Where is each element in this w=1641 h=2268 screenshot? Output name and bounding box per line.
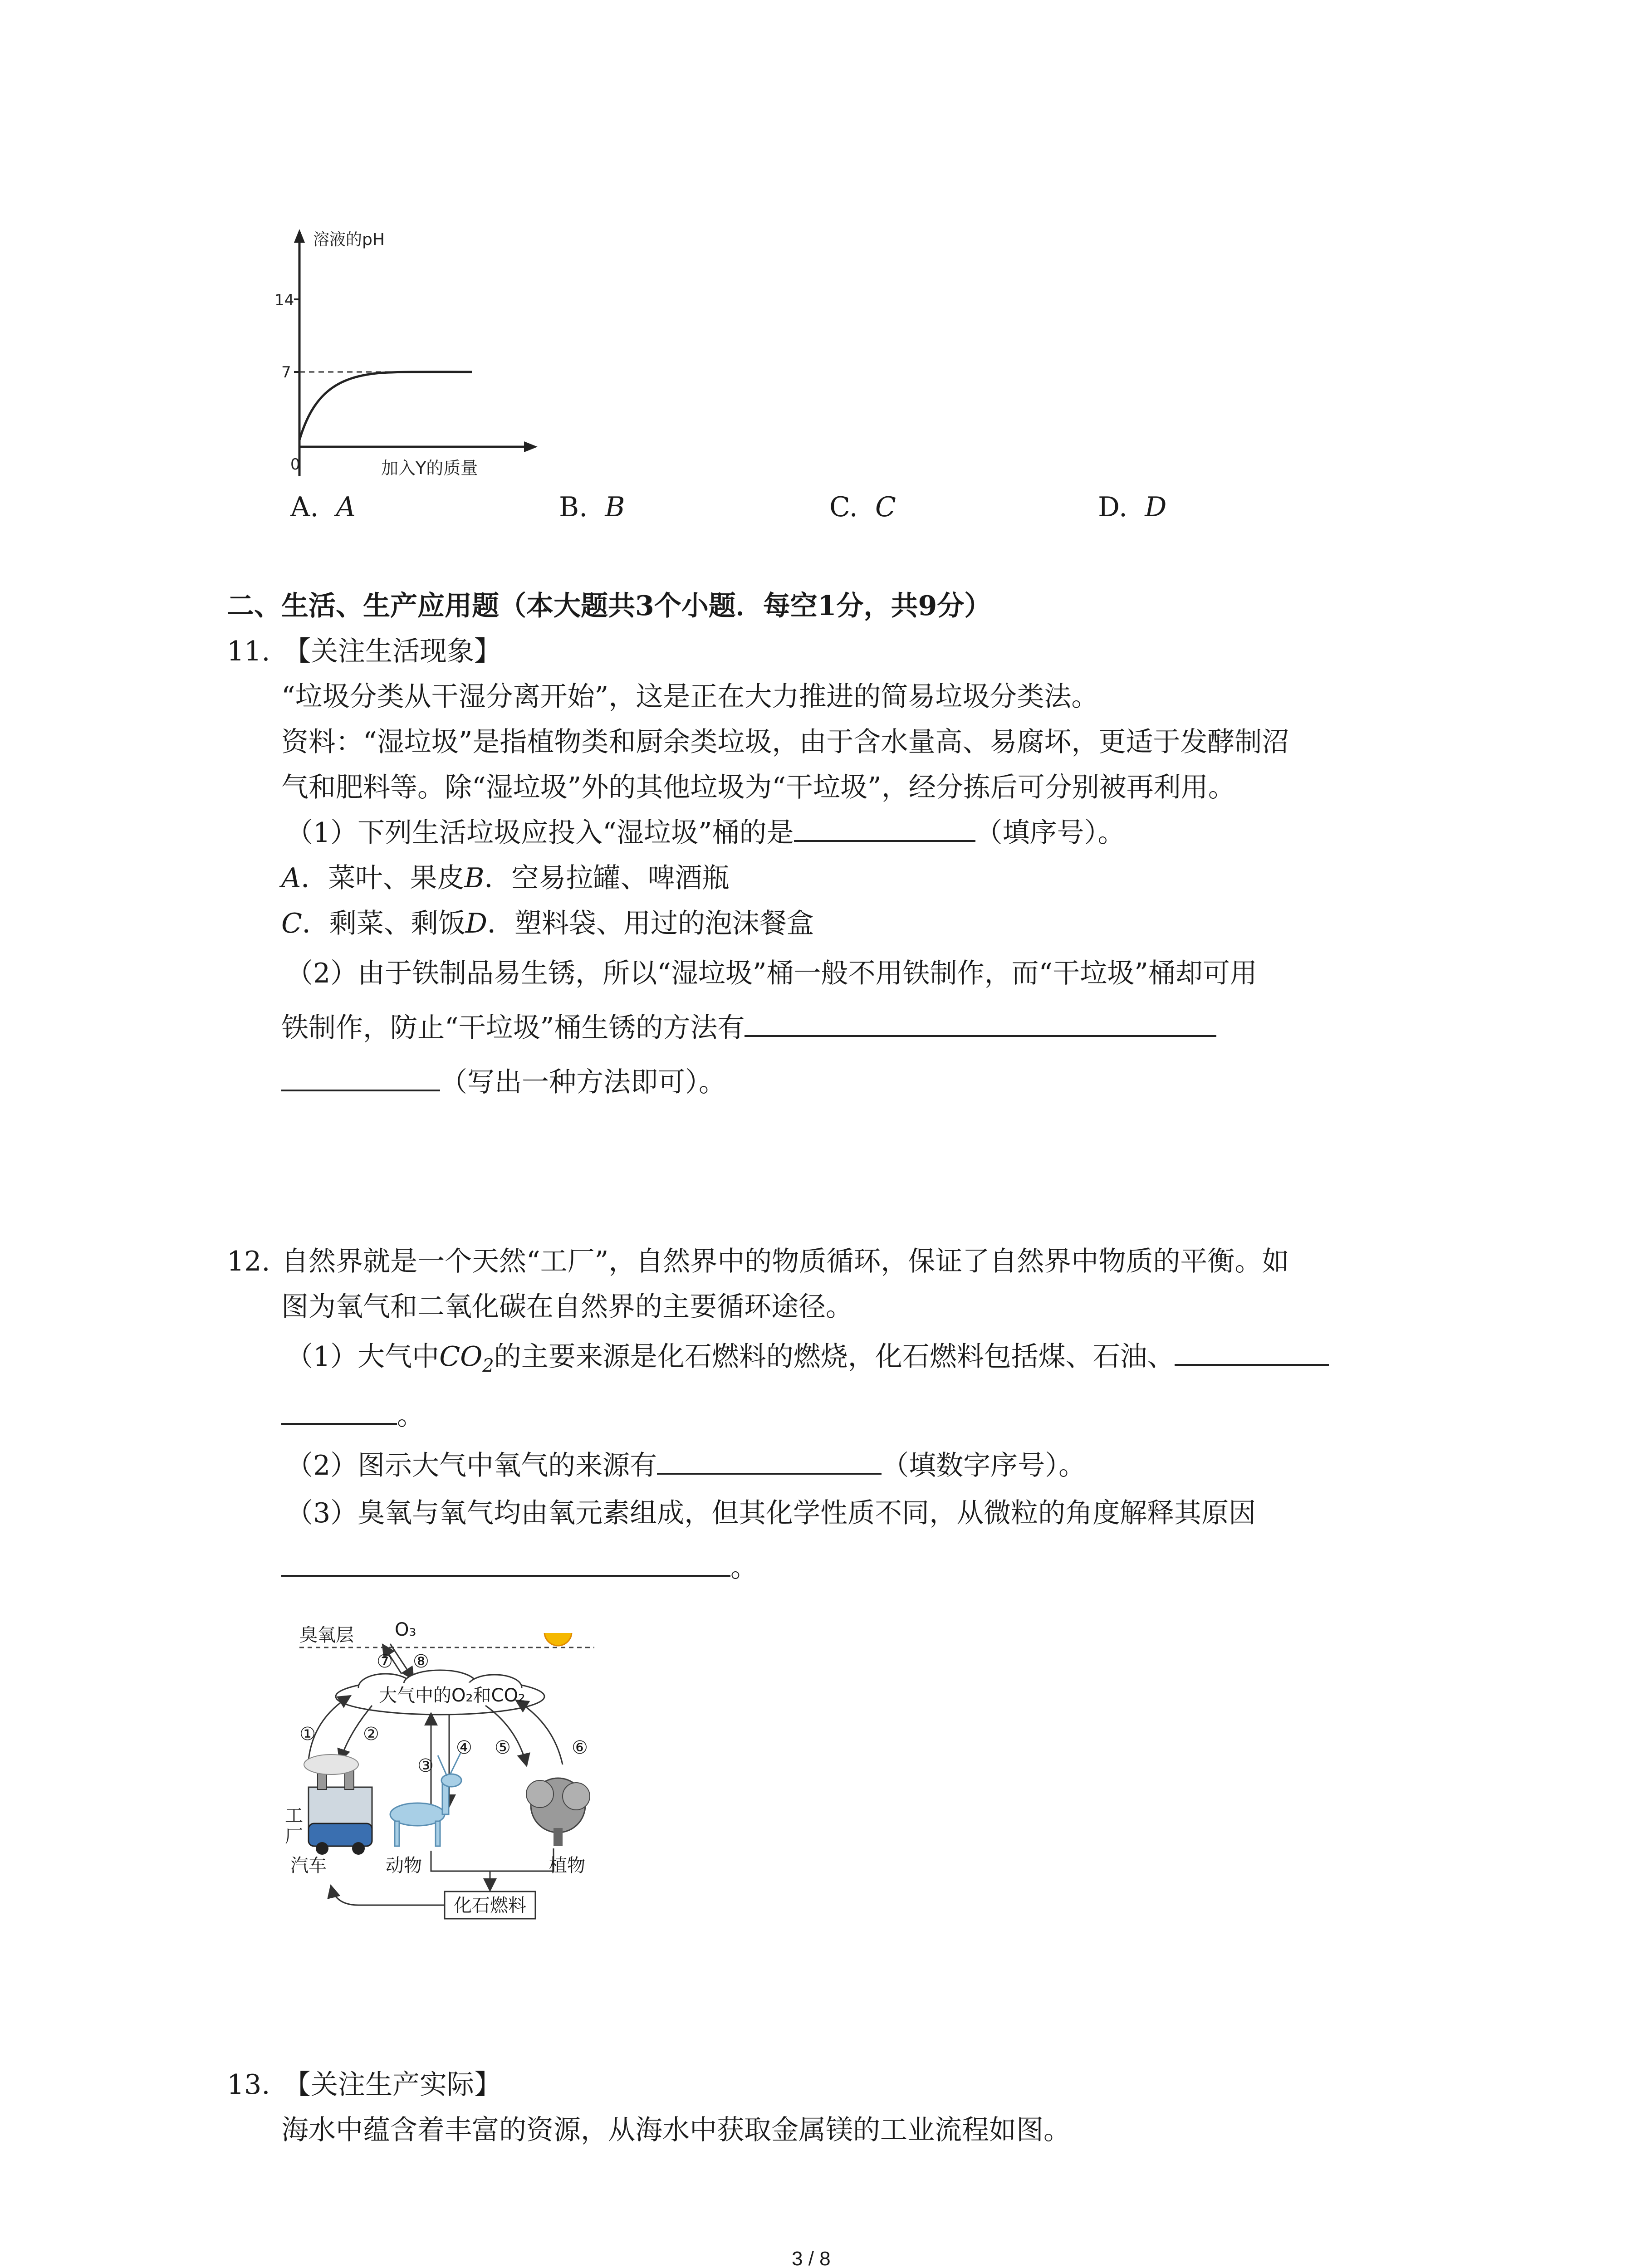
- q11-options-row1: A．菜叶、果皮B．空易拉罐、啤酒瓶: [281, 862, 730, 894]
- q12-part3-line1: （3）臭氧与氧气均由氧元素组成，但其化学性质不同，从微粒的角度解释其原因: [286, 1497, 1256, 1529]
- to-fossil-line: [431, 1848, 554, 1871]
- x-axis-arrow: [524, 441, 538, 452]
- label-4: ④: [456, 1737, 472, 1758]
- q12-part1-blank-b[interactable]: [281, 1399, 397, 1425]
- car-icon: [309, 1823, 372, 1855]
- plant-tree-icon: [526, 1778, 590, 1846]
- section2-title: 二、生活、生产应用题（本大题共3个小题．每空1分，共9分）: [227, 590, 992, 622]
- q12-part1: （1）大气中$CO_2$的主要来源是化石燃料的燃烧，化石燃料包括煤、石油、: [286, 1340, 1329, 1382]
- q10-option-a: A. A: [290, 491, 356, 523]
- q11-tag: 【关注生活现象】: [284, 635, 501, 667]
- y-axis-arrow: [294, 229, 305, 243]
- label-3: ③: [417, 1755, 434, 1776]
- label-7: ⑦: [377, 1651, 393, 1672]
- q12-part1-blank-a[interactable]: [1175, 1340, 1329, 1366]
- q11-part2-line3: （写出一种方法即可）。: [281, 1066, 726, 1099]
- tick-label-7: 7: [281, 363, 291, 381]
- q12-number: 12.: [227, 1246, 270, 1277]
- label-1: ①: [299, 1724, 316, 1745]
- q13-number: 13.: [227, 2069, 270, 2101]
- co2-formula: $CO_2$: [439, 1341, 494, 1376]
- label-2: ②: [363, 1724, 379, 1745]
- label-6: ⑥: [572, 1737, 588, 1758]
- origin-label: 0: [290, 455, 300, 474]
- oxygen-co2-cycle-diagram: [281, 1619, 644, 1923]
- q12-line2: 图为氧气和二氧化碳在自然界的主要循环途径。: [281, 1291, 853, 1323]
- q11-options-row2: C．剩菜、剩饭D．塑料袋、用过的泡沫餐盒: [281, 908, 814, 939]
- q12-line1: 自然界就是一个天然“工厂”，自然界中的物质循环，保证了自然界中物质的平衡。如: [281, 1246, 1289, 1277]
- factory-icon: [304, 1755, 372, 1833]
- q13-line1: 海水中蕴含着丰富的资源，从海水中获取金属镁的工业流程如图。: [281, 2114, 1071, 2146]
- q12-part1-cont: 。: [281, 1399, 424, 1432]
- q11-part1: [286, 816, 1125, 849]
- page-number: 3 / 8: [792, 2248, 831, 2268]
- label-8: ⑧: [413, 1651, 429, 1672]
- q10-option-b: B. B: [559, 491, 625, 523]
- chart-ylabel: 溶液的pH: [313, 230, 385, 249]
- animal-label: 动物: [386, 1855, 422, 1876]
- label-5: ⑤: [495, 1737, 511, 1758]
- q11-number: 11.: [227, 635, 270, 667]
- tick-label-14: 14: [274, 291, 294, 309]
- cloud-label: 大气中的O₂和CO₂: [379, 1685, 525, 1706]
- plant-label: 植物: [549, 1855, 585, 1876]
- cycle-diagram-graphics: [281, 1633, 644, 1923]
- ozone-layer-label: 臭氧层: [299, 1625, 354, 1646]
- q12-part3-blank[interactable]: [281, 1551, 730, 1577]
- ph-curve: [299, 372, 472, 440]
- arrow-fossil-to-factory: [331, 1887, 445, 1905]
- chart-xlabel: 加入Y的质量: [381, 458, 478, 478]
- q11-part1-text: （1）下列生活垃圾应投入“湿垃圾”桶的是: [286, 817, 794, 849]
- q11-part1-blank[interactable]: [794, 816, 975, 842]
- o3-label: O₃: [395, 1619, 416, 1640]
- q11-line1: “垃圾分类从干湿分离开始”，这是正在大力推进的简易垃圾分类法。: [281, 681, 1099, 713]
- fossil-fuel-label: 化石燃料: [454, 1895, 526, 1916]
- q12-part2-blank[interactable]: [657, 1449, 882, 1475]
- q12-part3-line2: 。: [281, 1551, 758, 1584]
- sun-icon: [544, 1633, 572, 1646]
- q10-option-d: D. D: [1098, 491, 1167, 523]
- q11-part2-line2: 铁制作，防止“干垃圾”桶生锈的方法有: [281, 1012, 1216, 1044]
- q13-tag: 【关注生产实际】: [284, 2069, 501, 2101]
- q11-line3: 气和肥料等。除“湿垃圾”外的其他垃圾为“干垃圾”，经分拣后可分别被再利用。: [281, 772, 1235, 803]
- q11-part2-blank-a[interactable]: [745, 1012, 1216, 1037]
- ph-chart: [245, 213, 554, 494]
- q10-option-c: C. C: [829, 491, 896, 523]
- q11-line2: 资料：“湿垃圾”是指植物类和厨余类垃圾，由于含水量高、易腐坏，更适于发酵制沼: [281, 726, 1289, 758]
- q11-part2-line1: （2）由于铁制品易生锈，所以“湿垃圾”桶一般不用铁制作，而“干垃圾”桶却可用: [286, 958, 1257, 989]
- q11-part2-blank-b[interactable]: [281, 1066, 440, 1091]
- car-label: 汽车: [290, 1855, 327, 1876]
- q11-part1-suffix: （填序号）。: [975, 817, 1125, 849]
- q12-part2: （2）图示大气中氧气的来源有 （填数字序号）。: [286, 1450, 1086, 1481]
- factory-label: 工厂: [285, 1805, 303, 1847]
